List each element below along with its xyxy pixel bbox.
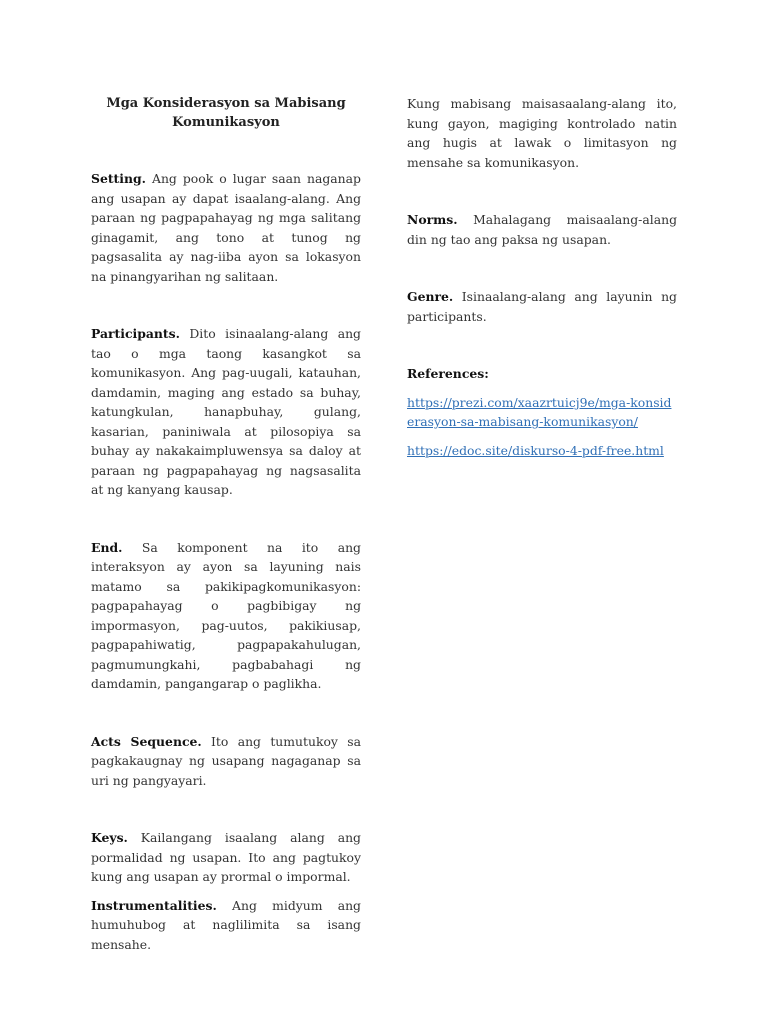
participants-term: Participants. (91, 326, 180, 341)
norms-text: Mahalagang maisaalang-alang din ng tao ang paksa ng usapan. (407, 212, 677, 247)
keys-text: Kailangang isaalang alang ang pormalidad ng usapan. Ito ang pagtukoy kung ang usapan ay prormal o impormal. (91, 830, 361, 884)
setting-term: Setting. (91, 171, 146, 186)
instrumentalities-term: Instrumentalities. (91, 897, 217, 913)
acts-sequence-paragraph (91, 732, 361, 791)
instrumentalities-text: Ang midyum ang humuhubog at naglilimita sa isang mensahe. (91, 897, 361, 952)
right-column (407, 94, 677, 460)
end-text: Sa komponent na ito ang interaksyon ay ayon sa layuning nais matamo sa pakikipagkomunikasyon: pagpapahayag o pagbibigay ng impormasyon, pag-uutos, pakikiusap, pagpapahiwatig, pagpapakahulugan, pagmumungkahi, pagbabahagi ng damdamin, pangangarap o paglikha. (91, 539, 361, 691)
instrumentalities-paragraph (91, 896, 361, 955)
left-column (91, 94, 361, 954)
genre-paragraph (407, 287, 677, 326)
genre-term: Genre. (407, 289, 454, 304)
participants-text: Dito isinaalang-alang ang tao o mga taong kasangkot sa komunikasyon. Ang pag-uugali, katauhan, damdamin, maging ang estado sa buhay, katungkulan, hanapbuhay, gulang, kasarian, paniniwala at pilosopiya sa buhay ay nakakaimpluwensya sa daloy at paraan ng pagpapahayag ng nagsasalita at ng kanyang kausap. (91, 326, 361, 497)
setting-paragraph (91, 169, 361, 286)
end-term: End. (91, 539, 123, 555)
document-title: Mga Konsiderasyon sa Mabisang Komunikasyon (106, 96, 346, 130)
intro-paragraph: Kung mabisang maisasaalang-alang ito, kung gayon, magiging kontrolado natin ang hugis at lawak o limitasyon ng mensahe sa komunikasyon. (407, 96, 677, 170)
genre-text: Isinaalang-alang ang layunin ng participants. (407, 289, 677, 324)
reference-link-edoc[interactable]: https://edoc.site/diskurso-4-pdf-free.html (407, 442, 664, 458)
participants-paragraph (91, 324, 361, 500)
acts-sequence-term: Acts Sequence. (91, 733, 202, 749)
setting-text: Ang pook o lugar saan naganap ang usapan ay dapat isaalang-alang. Ang paraan ng pagpapahayag ng mga salitang ginagamit, ang tono at tunog ng pagsasalita ay nag-iiba ayon sa lokasyon na pinangyarihan ng salitaan. (91, 171, 361, 284)
reference-link-prezi[interactable]: https://prezi.com/xaazrtuicj9e/mga-konsiderasyon-sa-mabisang-komunikasyon/ (407, 394, 672, 429)
references-heading: References: (407, 366, 489, 381)
keys-paragraph (91, 828, 361, 887)
end-paragraph (91, 538, 361, 694)
keys-term: Keys. (91, 830, 128, 845)
norms-term: Norms. (407, 212, 458, 227)
acts-sequence-text: Ito ang tumutukoy sa pagkakaugnay ng usapang nagaganap sa uri ng pangyayari. (91, 733, 362, 788)
norms-paragraph (407, 210, 677, 249)
